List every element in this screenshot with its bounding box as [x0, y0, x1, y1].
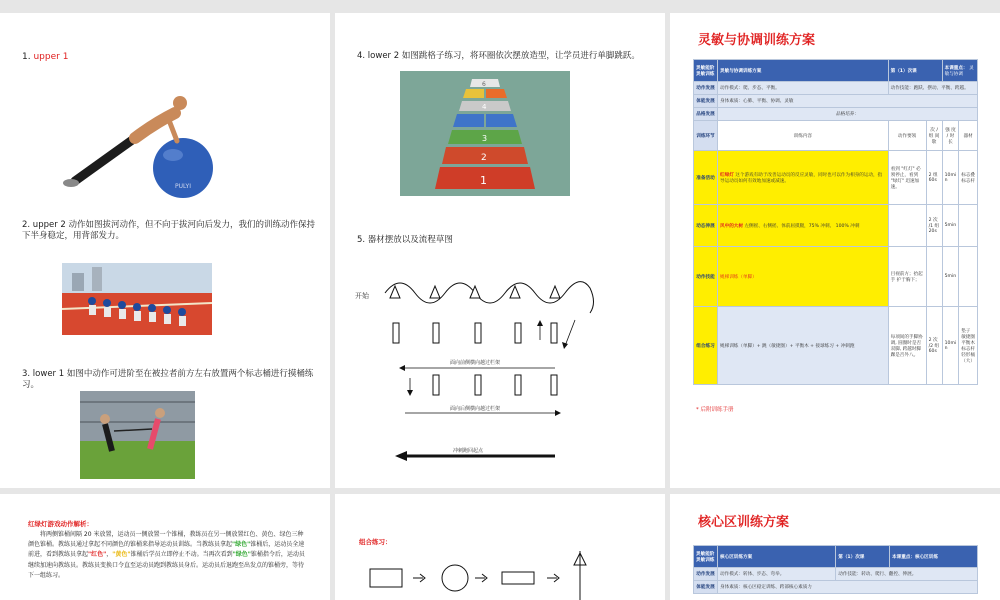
start-label: 开始: [355, 292, 369, 300]
para-part-2: 锥桶后，运动员全速前进，看到教练员拿起: [28, 541, 305, 559]
combo-req: 每项间的手脚协调, 圆圈时是否双脚, 跨越时脚踝是否外八。: [888, 307, 926, 385]
core-fitness: 身体素质：核心区稳定训练、跨部核心素质力: [718, 581, 978, 594]
header-content: 训练内容: [718, 121, 889, 151]
label-activation: 动态伸展: [694, 205, 718, 247]
appendix-note: * 后附训练手册: [696, 407, 734, 413]
core-label-fitness: 体能发展: [694, 581, 718, 594]
warmup-name: 红绿灯: [720, 172, 734, 178]
combo-sets: 2 次 /2 组 60s: [926, 307, 942, 385]
header-sets: 次 / 组 间歇: [926, 121, 942, 151]
item-5: 5. 器材摆放以及流程草图: [357, 235, 453, 245]
core-cell-lesson: 第（1）次课: [836, 546, 890, 568]
photo-tug-of-war: [62, 263, 212, 335]
skill-req: 目视前方；抬起手 护于胸下；: [888, 247, 926, 307]
agility-plan-table: [693, 59, 978, 385]
photo-hopscotch-court: [400, 71, 570, 196]
cell-plan-name: 灵敏与协调训练方案: [718, 60, 889, 82]
core-cell-plan-name: 核心区训练方案: [718, 546, 836, 568]
green-word-1: "绿色": [232, 541, 251, 549]
cell-focus-label: 本课重点：: [944, 65, 968, 71]
header-requirements: 动作要领: [888, 121, 926, 151]
combo-desc: 绳梯训练（单脚）+ 跳（敏捷圈）+ 平衡木 + 接球练习 + 冲刺跑: [718, 307, 889, 385]
slide-combo-practice[interactable]: [335, 494, 665, 600]
label-movement: 动作发展: [694, 82, 718, 95]
activation-desc: 左侧摇、右侧摇、体前屈摸腿，75% 冲刺、 100% 冲刺: [742, 223, 860, 229]
label-warmup: 准备活动: [694, 151, 718, 205]
item-1-label: upper 1: [33, 52, 69, 62]
row-1-label: 面向前侧横向越过栏架: [450, 360, 501, 366]
slide-agility-plan[interactable]: [670, 13, 1000, 488]
activation-sets: 2 次 /1 组 20s: [926, 205, 942, 247]
activation-time: 5min: [942, 205, 959, 247]
cell-level: 灵敏能阶 灵敏训练: [694, 60, 718, 82]
slide-traffic-light-game[interactable]: [0, 494, 330, 600]
cell-character: 品格培养：: [718, 108, 978, 121]
hop-number-4: 4: [482, 103, 487, 111]
core-cell-focus: 本课重点：核心区训练: [890, 546, 978, 568]
hop-number-2: 2: [481, 153, 487, 163]
core-movement-pattern: 动作模式：转体、步态、弯举。: [718, 568, 836, 581]
slide-upper-lower-exercises[interactable]: [0, 13, 330, 488]
slide-hopscotch-and-layout[interactable]: [335, 13, 665, 488]
core-label-movement: 动作发展: [694, 568, 718, 581]
core-movement-skill: 动作技能：转动、爬行、翻控、伸展。: [836, 568, 978, 581]
cell-movement-skill: 动作技能：跑跃、摆动、平衡、跨越。: [888, 82, 977, 95]
header-session: 训练环节: [694, 121, 718, 151]
photo-resistance-sprint: [80, 391, 195, 479]
para-part-1: 将两侧锥桶间隔 20 米放置，运动员一侧放置一个锥桶，教练员在另一侧放置红色、黄色、绿色三种颜色锥桶。教练员通过拿起不同颜色的锥桶来指导运动员训练。当教练员拿起: [28, 531, 304, 549]
para-part-4: 锥桶后学员立即停止不动。当再次看到: [130, 551, 233, 559]
cell-movement-pattern: 动作模式：爬、步态、平衡。: [718, 82, 889, 95]
label-fitness: 体能发展: [694, 95, 718, 108]
warmup-time: 10mi n: [942, 151, 959, 205]
label-character: 品格发展: [694, 108, 718, 121]
yellow-word: "黄色": [112, 551, 131, 559]
warmup-desc: 这个游戏有助于改善运动员的反应灵敏，同时也可以作为相身的运动，指导运动员如何有效地加速或减速。: [720, 172, 883, 184]
traffic-light-description: [28, 530, 308, 581]
skill-time: 5min: [942, 247, 959, 307]
red-word: "红色": [88, 551, 107, 559]
para-part-3: ，: [106, 551, 113, 559]
row-2-label: 面向后侧横向越过栏架: [450, 406, 501, 412]
combo-time: 10mi n: [942, 307, 959, 385]
core-cell-level: 灵敏能阶 灵敏训练: [694, 546, 718, 568]
item-3: 3. lower 1 如图中动作可进阶至在被拉者前方左右放置两个标志桶进行摸桶练习。: [22, 369, 314, 391]
hop-number-6: 6: [482, 81, 486, 88]
green-word-2: "绿色": [232, 551, 251, 559]
activation-name: 风中的大树: [720, 223, 743, 229]
hop-number-3: 3: [482, 134, 488, 143]
core-plan-table: [693, 545, 978, 594]
core-plan-title: 核心区训练方案: [698, 515, 790, 530]
cell-lesson-number: 第（1）次课: [888, 60, 942, 82]
photo-swiss-ball-pushup: [55, 83, 225, 203]
skill-name: 绳梯训练（单脚）: [720, 274, 757, 280]
combo-equipment: 垫子 敏捷圈 平衡木 标志杆 轻形桶（大）: [959, 307, 978, 385]
item-2: 2. upper 2 动作如图拔河动作，但不向于拔河向后发力，我们的训练动作保持下半身稳定，用背部发力。: [22, 220, 316, 242]
hop-number-1: 1: [480, 174, 487, 187]
header-intensity: 强 度 / 时 长: [942, 121, 959, 151]
item-1: [22, 51, 68, 63]
item-1-number: 1.: [22, 52, 31, 62]
cell-focus-value: 灵敏与协调: [944, 65, 974, 77]
warmup-equipment: 标志叠 标志杆: [959, 151, 978, 205]
sprint-label: 冲刺跑回起点: [453, 448, 484, 454]
equipment-flow-diagram: [375, 268, 635, 468]
combo-flow-diagram: [365, 549, 615, 600]
label-skill: 动作技能: [694, 247, 718, 307]
warmup-req: 看到 "红灯" 必须停止，看到 "绿灯" 迅速加速。: [888, 151, 926, 205]
photo-watermark: PULYI: [175, 183, 191, 190]
combo-heading: 组合练习：: [359, 538, 392, 546]
warmup-sets: 2 组 60s: [926, 151, 942, 205]
agility-plan-title: 灵敏与协调训练方案: [698, 33, 816, 48]
traffic-light-heading: 红绿灯游戏动作解析：: [28, 520, 93, 528]
cell-fitness: 身体素质：心肺、平衡、协调、灵敏: [718, 95, 978, 108]
slide-core-plan[interactable]: [670, 494, 1000, 600]
label-combo: 组合练习: [694, 307, 718, 385]
header-equipment: 器材: [959, 121, 978, 151]
para-part-5: 锥桶指令后，运动员继续加速向教练员。教练员变换口令直至运动员跑到教练员身后。运动员后退跑至出发点的锥桶旁，等待下一组练习。: [28, 551, 305, 579]
item-4: 4. lower 2 如图跳格子练习，将环圈依次摆放造型，让学员进行单脚跳跃。: [357, 51, 640, 61]
